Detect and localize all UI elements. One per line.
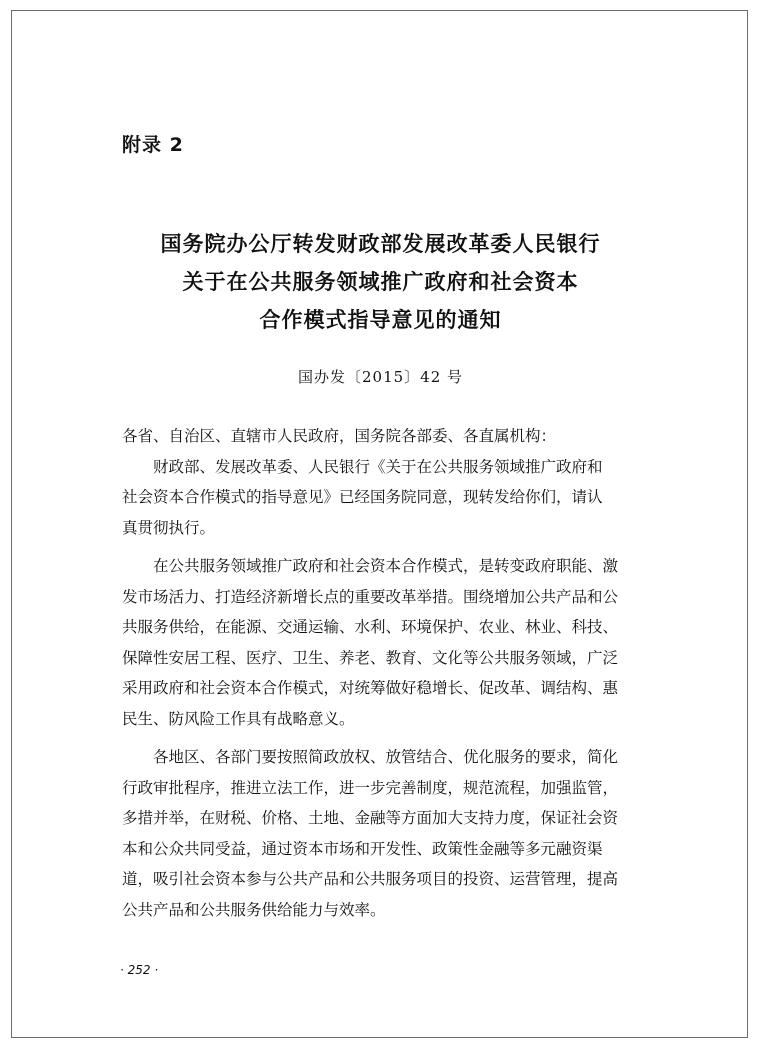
page-number: · 252 · xyxy=(120,963,159,977)
paragraph-line: 各地区、各部门要按照简政放权、放管结合、优化服务的要求，简化 xyxy=(122,748,619,766)
paragraph-line: 社会资本合作模式的指导意见》已经国务院同意，现转发给你们，请认 xyxy=(122,488,603,506)
document-number: 国办发〔2015〕42 号 xyxy=(297,368,464,386)
paragraph-line: 保障性安居工程、医疗、卫生、养老、教育、文化等公共服务领域，广泛 xyxy=(122,648,619,667)
paragraph-line: 道，吸引社会资本参与公共产品和公共服务项目的投资、运营管理，提高 xyxy=(122,870,619,888)
paragraph-1 xyxy=(122,452,650,544)
paragraph-line: 采用政府和社会资本合作模式，对统筹做好稳增长、促改革、调结构、惠 xyxy=(122,679,619,697)
appendix-label: 附录 2 xyxy=(122,134,184,156)
paragraph-line: 行政审批程序，推进立法工作，进一步完善制度，规范流程，加强监管， xyxy=(122,778,619,797)
paragraph-line: 财政部、发展改革委、人民银行《关于在公共服务领域推广政府和 xyxy=(122,457,603,476)
body-text xyxy=(122,421,650,925)
salutation: 各省、自治区、直辖市人民政府，国务院各部委、各直属机构： xyxy=(122,427,557,445)
paragraph-line: 在公共服务领域推广政府和社会资本合作模式，是转变政府职能、激 xyxy=(122,557,619,575)
document-title xyxy=(0,225,761,339)
title-line-3: 合作模式指导意见的通知 xyxy=(259,308,502,332)
title-line-1: 国务院办公厅转发财政部发展改革委人民银行 xyxy=(160,232,601,256)
paragraph-line: 公共产品和公共服务供给能力与效率。 xyxy=(122,900,386,919)
paragraph-line: 民生、防风险工作具有战略意义。 xyxy=(122,709,355,728)
paragraph-line: 发市场活力、打造经济新增长点的重要改革举措。围绕增加公共产品和公 xyxy=(122,587,619,606)
paragraph-line: 真贯彻执行。 xyxy=(122,518,216,537)
paragraph-line: 共服务供给，在能源、交通运输、水利、环境保护、农业、林业、科技、 xyxy=(122,618,619,636)
paragraph-2 xyxy=(122,551,650,734)
paragraph-line: 多措并举，在财税、价格、土地、金融等方面加大支持力度，保证社会资 xyxy=(122,809,619,827)
paragraph-3 xyxy=(122,742,650,925)
title-line-2: 关于在公共服务领域推广政府和社会资本 xyxy=(182,270,579,294)
paragraph-line: 本和公众共同受益，通过资本市场和开发性、政策性金融等多元融资渠 xyxy=(122,839,603,858)
